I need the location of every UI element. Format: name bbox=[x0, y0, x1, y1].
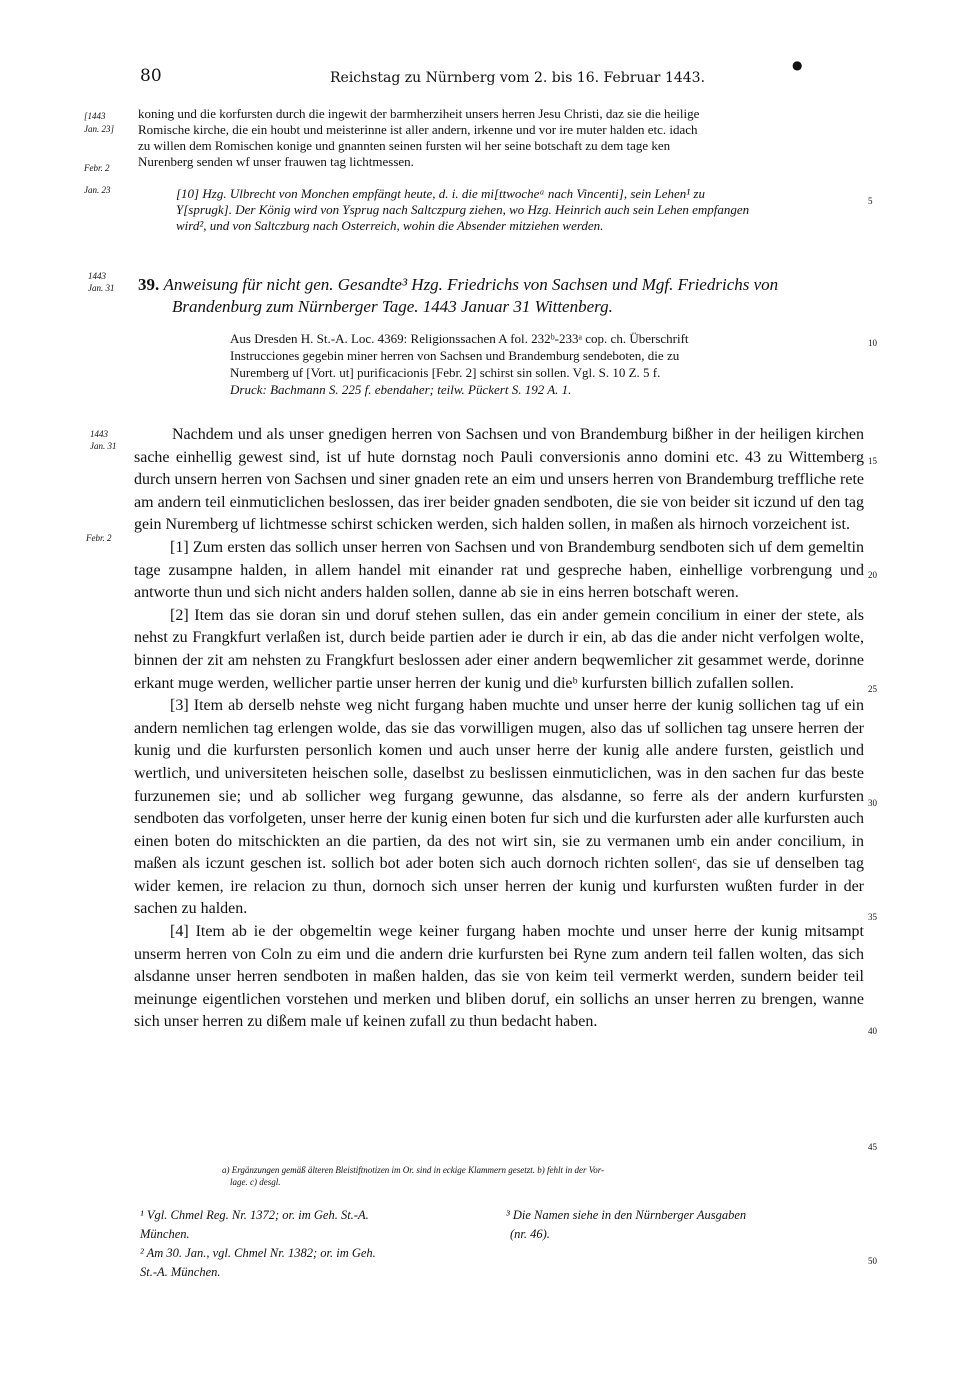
page-header bbox=[140, 66, 860, 92]
margin-note: Jan. 23] bbox=[84, 124, 114, 134]
document-title bbox=[138, 274, 868, 318]
paragraph: [3] Item ab derselb nehste weg nicht furgang haben muchte und unser herre der kunig sollichen tag uf ein andern nemlichen tag erlengen wolde, das sie das vorwilligen mugen, also das uf sollichen tag unsere herren der kunig und die kurfursten personlich komen und auch unser herre der kunig alle andere fursten, geistlich und wertlich, und universiteten heischen solle, daselbst zu beslissen einmuticlichen, was in den sachen fur das beste furzunemen sie; und ab sollicher weg furgang gewunne, das alsdanne, so ferre als der andern kurfursten sendboten das vorfolgeten, unser herre der kunig einen boten fur sich und die kurfursten ader alle kurfursten auch einen boten do mitschickten an die partien, da des not wirt sin, sie zu vermanen umb ein ander concilium, in maßen als iczunt geschen ist. sollich bot ader boten sich auch dornoch richten sollenᶜ, das sie uf denselben tag wider kemen, ire relacion zu thun, dornoch sich unser herren der kunig und kurfursten wußten furder in der sachen zu halden. bbox=[134, 697, 864, 918]
paragraph: [1] Zum ersten das sollich unser herren von Sachsen und von Brandemburg sendboten sich uf dem gemeltin tage zusampne halden, in allem handel mit einander rat und gespreche haben, einhellige vorbrengung und antworte thun und sich nicht anders halden sollen, danne ab sie in eins herren botschaft weren. bbox=[134, 538, 864, 602]
line-number: 35 bbox=[868, 912, 877, 922]
text-line: [10] Hzg. Ulbrecht von Monchen empfängt heute, d. i. die mi[ttwocheᵃ nach Vincenti], sein Lehen¹ zu bbox=[176, 186, 705, 201]
margin-note: Jan. 23 bbox=[84, 185, 111, 195]
footnotes-left bbox=[140, 1206, 500, 1282]
footnote-line: ¹ Vgl. Chmel Reg. Nr. 1372; or. im Geh. St.-A. bbox=[140, 1208, 369, 1222]
apparatus-line: lage. c) desgl. bbox=[230, 1177, 281, 1187]
running-title: Reichstag zu Nürnberg vom 2. bis 16. Februar 1443. bbox=[330, 70, 706, 86]
continuation-text bbox=[138, 106, 862, 170]
line-number: 15 bbox=[868, 456, 877, 466]
page-number: 80 bbox=[140, 66, 162, 86]
line-number: 20 bbox=[868, 570, 877, 580]
document-number: 39. bbox=[138, 275, 160, 294]
footnote-line: (nr. 46). bbox=[510, 1227, 550, 1241]
apparatus-line: a) Ergänzungen gemäß älteren Bleistiftnotizen im Or. sind in eckige Klammern gesetzt. b) fehlt in der Vor- bbox=[222, 1165, 605, 1175]
note-10 bbox=[176, 186, 866, 234]
footnote-line: St.-A. München. bbox=[140, 1265, 221, 1279]
margin-note: Febr. 2 bbox=[84, 163, 110, 173]
date-year: 1443 bbox=[88, 271, 106, 281]
line-number: 25 bbox=[868, 684, 877, 694]
text-line: wird², und von Saltczburg nach Osterreich, wohin die Absender mitziehen werden. bbox=[176, 218, 604, 233]
line-number: 50 bbox=[868, 1256, 877, 1266]
margin-note: [1443 bbox=[84, 111, 106, 121]
date-day: Jan. 31 bbox=[88, 283, 115, 293]
title-line: Brandenburg zum Nürnberger Tage. 1443 Januar 31 Wittenberg. bbox=[172, 297, 613, 316]
footnote-line: München. bbox=[140, 1227, 190, 1241]
source-note bbox=[230, 330, 870, 398]
line-number: 10 bbox=[868, 338, 877, 348]
document-date-margin bbox=[88, 270, 142, 294]
line-number: 40 bbox=[868, 1026, 877, 1036]
footnote-line: ² Am 30. Jan., vgl. Chmel Nr. 1382; or. im Geh. bbox=[140, 1246, 376, 1260]
text-line: zu willen dem Romischen konige und gnannten seinen fursten wil her seine botschaft zu dem tage ken bbox=[138, 138, 671, 153]
text-line: Romische kirche, die ein houbt und meisterinne ist aller andern, irkenne und vor ire muter halden etc. idach bbox=[138, 122, 698, 137]
source-line: Druck: Bachmann S. 225 f. ebendaher; teilw. Pückert S. 192 A. 1. bbox=[230, 382, 572, 397]
source-line: Instrucciones gegebin miner herren von Sachsen und Brandemburg sendeboten, die zu bbox=[230, 348, 680, 363]
title-line: Anweisung für nicht gen. Gesandte³ Hzg. Friedrichs von Sachsen und Mgf. Friedrichs von bbox=[163, 275, 779, 294]
line-number: 45 bbox=[868, 1142, 877, 1152]
critical-apparatus bbox=[222, 1164, 872, 1188]
line-number: 30 bbox=[868, 798, 877, 808]
source-line: Nuremberg uf [Vort. ut] purificacionis [Febr. 2] schirst sin sollen. Vgl. S. 10 Z. 5 f. bbox=[230, 365, 661, 380]
text-line: koning und die korfursten durch die ingewit der barmherziheit unsers herren Jesu Christi, daz sie die heilige bbox=[138, 106, 700, 121]
text-line: Nurenberg senden wf unser frauwen tag lichtmessen. bbox=[138, 154, 414, 169]
source-line: Aus Dresden H. St.-A. Loc. 4369: Religionssachen A fol. 232ᵇ-233ᵃ cop. ch. Überschrift bbox=[230, 331, 689, 346]
main-text bbox=[134, 424, 864, 1034]
paragraph: Nachdem und als unser gnedigen herren von Sachsen und von Brandemburg bißher in der heiligen kirchen sache einhellig gewest sind, ist uf hute dornstag noch Pauli conversionis anno domini etc. 43 zu Wittemberg durch unsern herren von Sachsen und siner gnaden rete an eim und unsers herren von Brandemburg treffliche rete am andern teil einmuticlichen beslossen, das irer beider gnaden sendboten, die sie von beider sit iczund uf den tag gein Nuremberg uf lichtmesse schirst schicken werden, sich halden sollen, in maßen als hirnoch vorzeichent ist. bbox=[134, 426, 864, 534]
body-date-margin: Febr. 2 bbox=[86, 533, 112, 543]
body-date-margin: 1443 Jan. 31 bbox=[90, 429, 117, 451]
paragraph: [2] Item das sie doran sin und doruf stehen sullen, das ein ander gemein concilium in einer der stete, als nehst zu Frangkfurt verlaßen ist, durch beide partien ader ie durch ir ein, ab das die ander nicht verfolgen wolte, binnen der zit am nehsten zu Frangkfurt beslossen ader einer andern beqwemlicher zit gesammet werde, dorinne erkant muge werden, wellicher partie unser herren der kunig und dieᵇ kurfursten billich zufallen sollen. bbox=[134, 606, 864, 692]
page-mark: ● bbox=[792, 58, 803, 72]
line-number: 5 bbox=[868, 196, 873, 206]
footnotes-right bbox=[506, 1206, 866, 1244]
footnote-line: ³ Die Namen siehe in den Nürnberger Ausgaben bbox=[506, 1208, 747, 1222]
text-line: Y[sprugk]. Der König wird von Ysprug nach Saltczpurg ziehen, wo Hzg. Heinrich auch sein Lehen empfangen bbox=[176, 202, 750, 217]
paragraph: [4] Item ab ie der obgemeltin wege keiner furgang haben mochte und unser herre der kunig mitsampt unserm herren von Coln zu eim und die andern drie kurfursten bei Ryne zum andern teil fallen wolten, das sich alsdanne unser herren sendboten in maßen halden, das sie von keim teil vermerkt werden, sundern beider teil meinunge eigentlichen vorstehen und merken und bliben doruf, ein sollichs an unser herren zu brengen, wanne sich unser herren zu dißem male uf keinen zufall zu thun bedacht haben. bbox=[134, 923, 864, 1031]
